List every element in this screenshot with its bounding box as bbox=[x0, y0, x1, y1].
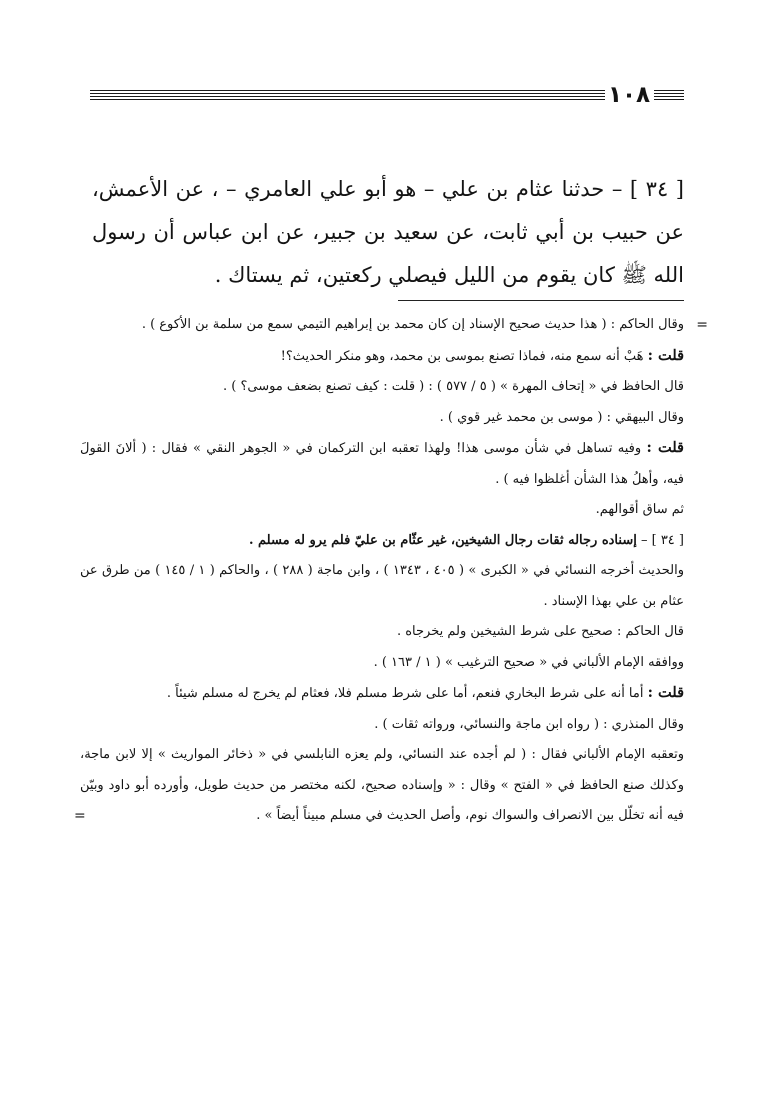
note-text: وقال المنذري : ( رواه ابن ماجة والنسائي، ورواته ثقات ) . bbox=[374, 716, 684, 732]
header-rule-right bbox=[654, 90, 684, 102]
note-line bbox=[80, 617, 684, 648]
note-lead: [ ٣٤ ] – bbox=[640, 532, 684, 548]
page-header bbox=[90, 84, 684, 108]
note-text: أما أنه على شرط البخاري فنعم، أما على شرط مسلم فلا، فعثام لم يخرج له مسلم شيئاً . bbox=[166, 686, 644, 701]
note-line bbox=[80, 678, 684, 710]
note-text: قال الحافظ في « إتحاف المهرة » ( ٥ / ٥٧٧ ) : ( قلت : كيف تصنع بضعف موسى؟ ) . bbox=[223, 379, 684, 394]
end-continuation-mark: = bbox=[74, 808, 86, 824]
note-text: وفيه تساهل في شأن موسى هذا! ولهذا تعقبه ابن التركمان في « الجوهر النقي » فقال : ( ألانَ القولَ فيه، وأهلُ هذا الشأن أغلظوا فيه ) . bbox=[80, 441, 684, 487]
note-line bbox=[80, 372, 684, 403]
note-lead: قلت : bbox=[647, 346, 684, 364]
note-lead: قلت : bbox=[646, 439, 684, 456]
note-line bbox=[80, 403, 684, 434]
note-text: والحديث أخرجه النسائي في « الكبرى » ( ٤٠٥ ، ١٣٤٣ ) ، وابن ماجة ( ٢٨٨ ) ، والحاكم ( ١ / ١٤٥ ) من طرق عن عثام بن علي بهذا الإسناد . bbox=[80, 563, 684, 609]
page-number: ١٠٨ bbox=[607, 82, 651, 108]
note-text: وقال البيهقي : ( موسى بن محمد غير قوي ) . bbox=[439, 409, 684, 425]
note-text: إسناده رجاله ثقات رجال الشيخين، غير عثّام بن عليّ فلم يرو له مسلم . bbox=[248, 532, 637, 548]
note-line bbox=[80, 433, 684, 495]
note-text: ثم ساق أقوالهم. bbox=[595, 502, 684, 517]
header-rule-left bbox=[90, 90, 605, 102]
note-lead: قلت : bbox=[647, 684, 684, 701]
note-text: ووافقه الإمام الألباني في « صحيح الترغيب » ( ١ / ١٦٣ ) . bbox=[373, 654, 684, 670]
note-text: هَبْ أنه سمع منه، فماذا تصنع بموسى بن محمد، وهو منكر الحديث؟! bbox=[280, 348, 644, 364]
note-line bbox=[80, 648, 684, 679]
footnote-divider bbox=[398, 300, 684, 301]
note-line bbox=[80, 495, 684, 526]
note-text: وقال الحاكم : ( هذا حديث صحيح الإسناد إن كان محمد بن إبراهيم التيمي سمع من سلمة بن الأكوع ) . bbox=[141, 317, 684, 332]
continuation-mark: = bbox=[696, 317, 708, 333]
note-line bbox=[80, 341, 684, 373]
note-text: وتعقبه الإمام الألباني فقال : ( لم أجده عند النسائي، ولم يعزه النابلسي في « ذخائر المواريث » إلا لابن ماجة، وكذلك صنع الحافظ في « الفتح » وقال : « وإسناده صحيح، لكنه مختصر من حديث طويل، وأورده أبو داود وبيّن فيه أنه تخلّل بين الانصراف والسواك نوم، وأصل الحديث في مسلم مبيناً أيضاً » . bbox=[80, 747, 684, 823]
note-line bbox=[80, 710, 684, 741]
note-text: قال الحاكم : صحيح على شرط الشيخين ولم يخرجاه . bbox=[396, 624, 684, 639]
footnotes bbox=[74, 310, 708, 832]
hadith-text: [ ٣٤ ] – حدثنا عثام بن علي – هو أبو علي العامري – ، عن الأعمش، عن حبيب بن أبي ثابت، عن سعيد بن جبير، عن ابن عباس أن رسول الله ﷺ كان يقوم من الليل فيصلي ركعتين، ثم يستاك . bbox=[92, 177, 684, 287]
note-line bbox=[80, 310, 708, 341]
note-line bbox=[74, 740, 684, 832]
note-line bbox=[80, 526, 684, 557]
note-line bbox=[80, 556, 684, 617]
